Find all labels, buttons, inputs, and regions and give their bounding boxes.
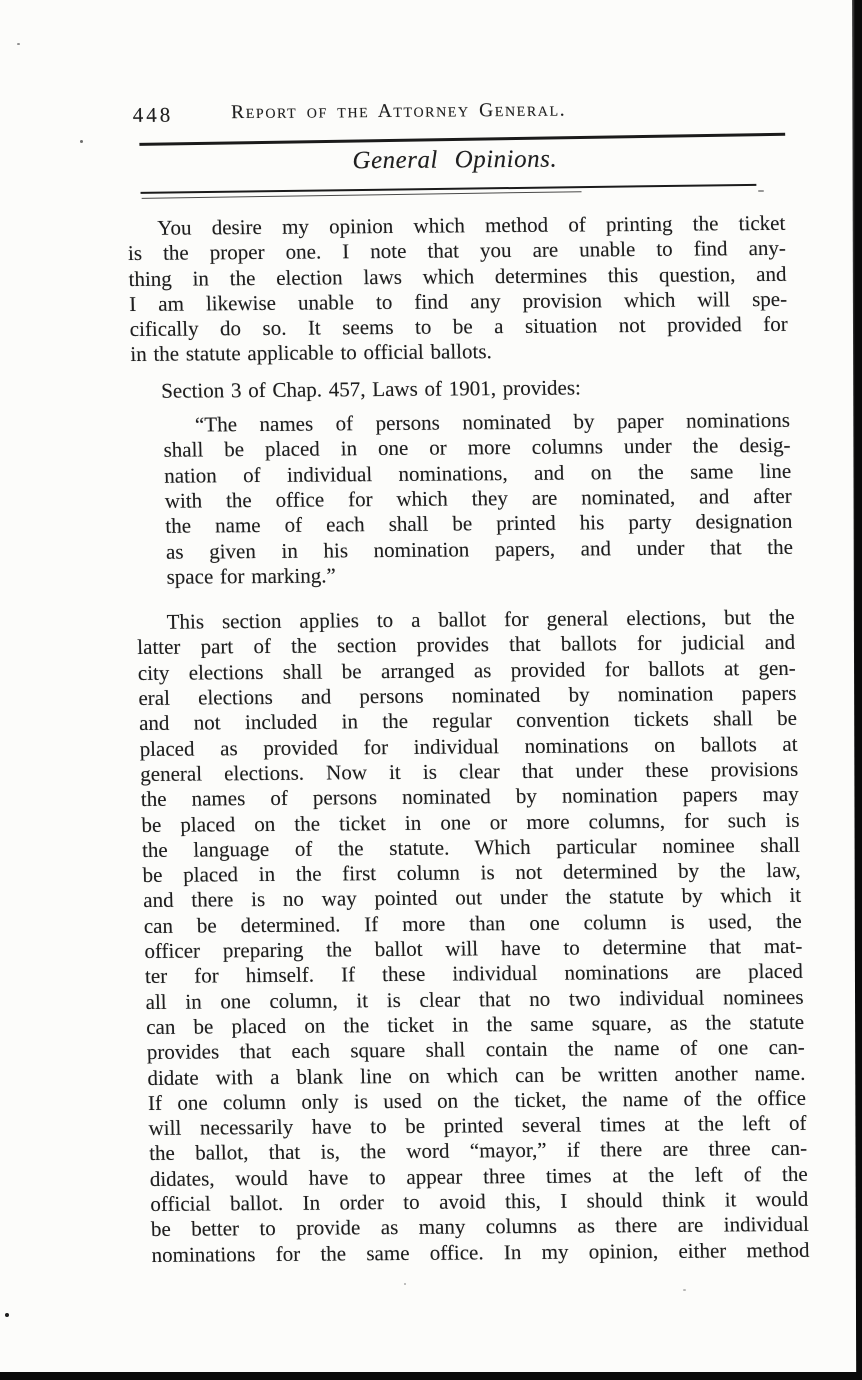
- text-line: the name of each shall be printed his party designation: [165, 509, 793, 539]
- text-line: provides that each square shall contain the name of one can-: [146, 1035, 805, 1065]
- opinion-text: [127, 211, 810, 1268]
- page-number: 448: [132, 102, 174, 127]
- text-line: Section 3 of Chap. 457, Laws of 1901, provides:: [160, 375, 582, 403]
- text-line: If one column only is used on the ticket, the name of the office: [147, 1085, 807, 1115]
- page-content: [122, 0, 812, 1380]
- text-line: latter part of the section provides that ballots for judicial and: [136, 630, 796, 660]
- text-line: didate with a blank line on which can be written another name.: [147, 1060, 806, 1090]
- text-line: I am likewise unable to find any provision which will spe-: [128, 286, 788, 316]
- text-line: be placed on the ticket in one or more columns, for such is: [141, 807, 800, 837]
- text-line: cifically do so. It seems to be a situation not provided for: [129, 312, 788, 342]
- text-line: thing in the election laws which determines this question, and: [128, 261, 787, 291]
- running-head: [124, 96, 783, 127]
- text-line: This section applies to a ballot for general elections, but the: [166, 604, 795, 634]
- text-line: didates, would have to appear three times at the left of the: [149, 1161, 808, 1191]
- text-line: will necessarily have to be printed several times at the left of: [148, 1110, 807, 1141]
- text-line: ter for himself. If these individual nominations are placed: [144, 959, 804, 989]
- running-title: Report of the Attorney General.: [230, 99, 567, 124]
- scan-speck: [758, 190, 764, 192]
- text-line: shall be placed in one or more columns under the desig-: [163, 433, 791, 463]
- text-line: is the proper one. I note that you are unable to find any-: [127, 236, 787, 266]
- text-line: with the office for which they are nominated, and after: [164, 483, 792, 513]
- scan-speck: [404, 1283, 406, 1285]
- header-rule-top: [139, 133, 785, 146]
- text-line: and there is no way pointed out under the statute by which it: [142, 883, 802, 913]
- text-line: the ballot, that is, the word “mayor,” if there are three can-: [148, 1136, 808, 1166]
- text-line: can be determined. If more than one column is used, the: [143, 908, 802, 938]
- text-line: be placed in the first column is not determined by the law,: [142, 857, 801, 888]
- text-line: be better to provide as many columns as there are individual: [150, 1212, 810, 1242]
- text-line: and not included in the regular convention tickets shall be: [138, 706, 798, 736]
- text-line: the language of the statute. Which particular nominee shall: [141, 832, 801, 862]
- scan-speck: [683, 1289, 686, 1291]
- text-line: city elections shall be arranged as provided for ballots at gen-: [137, 655, 797, 685]
- text-line: You desire my opinion which method of printing the ticket: [157, 210, 786, 240]
- text-line: “The names of persons nominated by paper nominations: [194, 407, 791, 437]
- text-line: eral elections and persons nominated by nomination papers: [138, 680, 797, 711]
- paragraph-quote: [163, 408, 794, 590]
- scan-speck: [5, 1313, 9, 1317]
- text-line: officer preparing the ballot will have to determine that mat-: [144, 933, 803, 963]
- text-line: the names of persons nominated by nomination papers may: [140, 782, 800, 812]
- paragraph-p1: [127, 211, 788, 368]
- text-line: official ballot. In order to avoid this, I should think it would: [150, 1186, 809, 1216]
- paragraph-p2: [131, 374, 789, 404]
- text-line: as given in his nomination papers, and under that the: [165, 534, 794, 564]
- scan-speck: [17, 43, 20, 45]
- scan-speck: [80, 140, 83, 143]
- text-line: nominations for the same office. In my opinion, either method: [151, 1237, 810, 1267]
- text-line: can be placed on the ticket in the same square, as the statute: [145, 1009, 805, 1039]
- section-heading: General Opinions.: [352, 145, 558, 175]
- text-line: space for marking.”: [166, 563, 337, 589]
- text-line: general elections. Now it is clear that under these provisions: [139, 756, 799, 786]
- paragraph-p3: [136, 605, 809, 1268]
- scan-edge-bottom: [0, 1372, 862, 1380]
- text-line: placed as provided for individual nominations on ballots at: [139, 731, 798, 761]
- text-line: nation of individual nominations, and on the same line: [163, 458, 792, 488]
- text-line: all in one column, it is clear that no two individual nominees: [145, 984, 804, 1014]
- scan-edge-right: [852, 0, 862, 1380]
- text-line: in the statute applicable to official ballots.: [130, 339, 493, 367]
